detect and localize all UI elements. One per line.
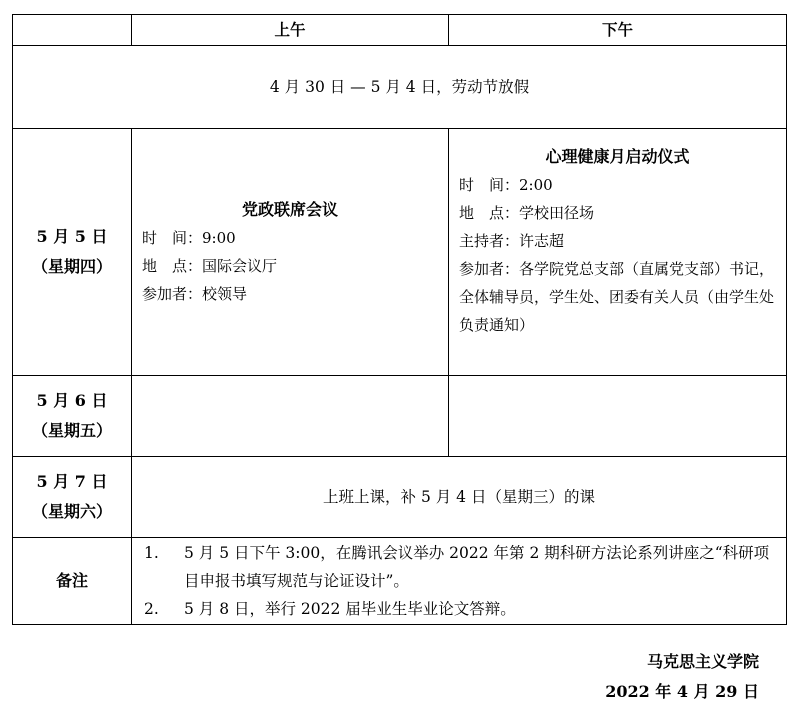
- day-date: 5 月 7 日: [36, 472, 108, 491]
- event-host: 主持者：许志超: [459, 232, 565, 250]
- event-place: 地 点：学校田径场: [459, 204, 595, 222]
- day-label: [13, 376, 132, 457]
- notes-cell: [132, 538, 787, 625]
- day-date: 5 月 5 日: [36, 227, 108, 246]
- note-text: 5 月 5 日下午 3:00，在腾讯会议举办 2022 年第 2 期科研方法论系列讲座之“科研项目申报书填写规范与论证设计”。: [184, 544, 770, 590]
- day-label: [13, 457, 132, 538]
- all-day-event: 上班上课，补 5 月 4 日（星期三）的课: [132, 457, 787, 538]
- day-weekday: （星期四）: [31, 257, 112, 276]
- holiday-row: [13, 46, 787, 129]
- morning-event-cell: [132, 129, 449, 376]
- day-weekday: （星期五）: [31, 421, 112, 440]
- table-row: [13, 457, 787, 538]
- event-attendees: 参加者：校领导: [142, 285, 248, 303]
- morning-event-cell: [132, 376, 449, 457]
- table-row: [13, 376, 787, 457]
- schedule-table: [12, 14, 787, 625]
- signature-date: 2022 年 4 月 29 日: [605, 682, 759, 701]
- table-row: [13, 129, 787, 376]
- day-date: 5 月 6 日: [36, 391, 108, 410]
- note-item: [144, 595, 778, 623]
- event-attendees: 参加者：各学院党总支部（直属党支部）书记，全体辅导员，学生处、团委有关人员（由学生处负责通知）: [459, 260, 775, 334]
- day-weekday: （星期六）: [31, 502, 112, 521]
- event-place: 地 点：国际会议厅: [142, 257, 278, 275]
- notes-row: [13, 538, 787, 625]
- header-blank-cell: [13, 15, 132, 46]
- header-afternoon: 下午: [449, 15, 787, 46]
- note-number: 2.: [144, 600, 159, 618]
- header-row: [13, 15, 787, 46]
- afternoon-event-cell: [449, 129, 787, 376]
- day-label: [13, 129, 132, 376]
- note-item: [144, 539, 778, 595]
- note-text: 5 月 8 日，举行 2022 届毕业生毕业论文答辩。: [184, 600, 516, 618]
- note-number: 1.: [144, 544, 159, 562]
- header-morning: 上午: [132, 15, 449, 46]
- signature-org: 马克思主义学院: [646, 652, 759, 671]
- event-title: 心理健康月启动仪式: [545, 147, 690, 166]
- notes-label: 备注: [13, 538, 132, 625]
- holiday-text: 4 月 30 日 — 5 月 4 日，劳动节放假: [13, 46, 787, 129]
- event-time: 时 间：2:00: [459, 176, 553, 194]
- event-time: 时 间：9:00: [142, 229, 236, 247]
- event-title: 党政联席会议: [241, 200, 338, 219]
- afternoon-event-cell: [449, 376, 787, 457]
